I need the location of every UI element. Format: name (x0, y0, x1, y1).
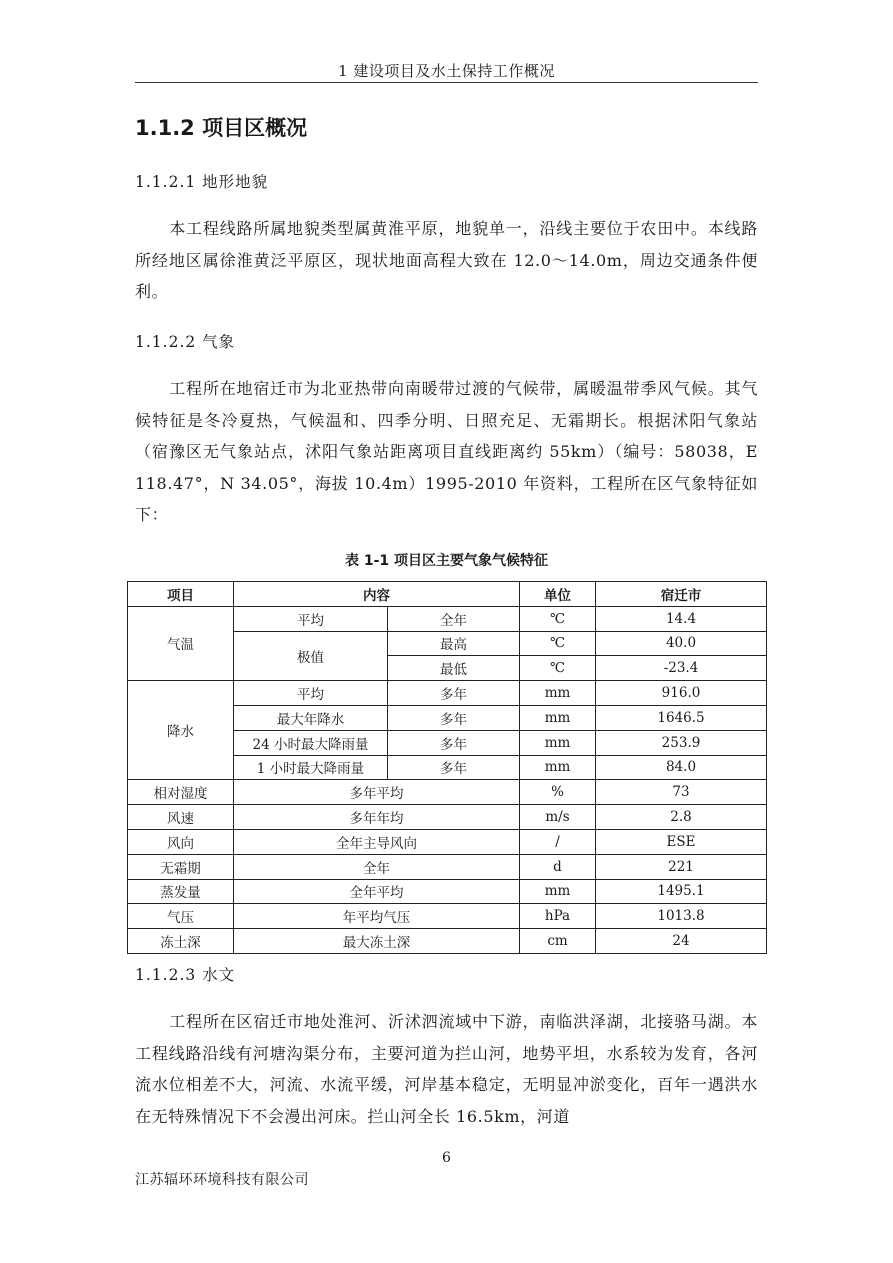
table-row (128, 929, 767, 954)
row-content: 多年平均 (234, 780, 520, 805)
row-unit: d (520, 854, 596, 879)
precip-name: 24 小时最大降雨量 (234, 730, 388, 755)
topography-text: 本工程线路所属地貌类型属黄淮平原，地貌单一，沿线主要位于农田中。本线路所经地区属徐淮黄泛平原区，现状地面高程大致在 12.0～14.0m，周边交通条件便利。 (135, 219, 758, 301)
precip-name: 最大年降水 (234, 705, 388, 730)
climate-table (127, 581, 767, 954)
table-row (128, 681, 767, 706)
precip-value: 253.9 (596, 730, 767, 755)
precip-value: 1646.5 (596, 705, 767, 730)
hydrology-paragraph (135, 1006, 758, 1132)
table-row (128, 829, 767, 854)
meteorology-paragraph (135, 373, 758, 531)
row-value: 1013.8 (596, 904, 767, 929)
precip-period: 多年 (388, 681, 520, 706)
topography-heading: 1.1.2.1 地形地貌 (135, 173, 269, 191)
section-title: 1.1.2 项目区概况 (135, 116, 308, 140)
table-caption: 表 1-1 项目区主要气象气候特征 (344, 553, 549, 569)
row-unit: / (520, 829, 596, 854)
row-value: ESE (596, 829, 767, 854)
meteorology-heading: 1.1.2.2 气象 (135, 333, 236, 351)
row-unit: % (520, 780, 596, 805)
temp-avg-label: 平均 (234, 606, 388, 631)
temp-min-value: -23.4 (596, 656, 767, 681)
row-content: 全年 (234, 854, 520, 879)
row-unit: hPa (520, 904, 596, 929)
precip-unit: mm (520, 681, 596, 706)
precip-period: 多年 (388, 730, 520, 755)
table-row (128, 854, 767, 879)
table-row (128, 805, 767, 830)
table-row (128, 904, 767, 929)
precip-unit: mm (520, 730, 596, 755)
footer-company: 江苏辐环环境科技有限公司 (135, 1172, 309, 1188)
hydrology-heading: 1.1.2.3 水文 (135, 966, 236, 984)
precipitation-label: 降水 (128, 681, 234, 780)
row-value: 1495.1 (596, 879, 767, 904)
row-value: 2.8 (596, 805, 767, 830)
row-content: 最大冻土深 (234, 929, 520, 954)
temp-max-value: 40.0 (596, 631, 767, 656)
header-city: 宿迁市 (596, 582, 767, 607)
row-unit: m/s (520, 805, 596, 830)
table-row (128, 606, 767, 631)
row-item: 风向 (128, 829, 234, 854)
row-value: 221 (596, 854, 767, 879)
row-content: 全年平均 (234, 879, 520, 904)
page-number: 6 (442, 1150, 451, 1166)
row-content: 年平均气压 (234, 904, 520, 929)
temp-min-unit: ℃ (520, 656, 596, 681)
precip-value: 916.0 (596, 681, 767, 706)
temp-max-unit: ℃ (520, 631, 596, 656)
row-item: 无霜期 (128, 854, 234, 879)
row-item: 蒸发量 (128, 879, 234, 904)
topography-paragraph (135, 213, 758, 308)
table-row (128, 879, 767, 904)
row-item: 冻土深 (128, 929, 234, 954)
row-item: 风速 (128, 805, 234, 830)
precip-period: 多年 (388, 755, 520, 780)
row-unit: mm (520, 879, 596, 904)
row-item: 相对湿度 (128, 780, 234, 805)
hydrology-text: 工程所在区宿迁市地处淮河、沂沭泗流域中下游，南临洪泽湖，北接骆马湖。本工程线路沿线有河塘沟渠分布，主要河道为拦山河，地势平坦，水系较为发育，各河流水位相差不大，河流、水流平缓，河岸基本稳定，无明显冲淤变化，百年一遇洪水在无特殊情况下不会漫出河床。拦山河全长 16.5km，河道 (135, 1012, 758, 1126)
temp-max-label: 最高 (388, 631, 520, 656)
precip-unit: mm (520, 755, 596, 780)
precip-unit: mm (520, 705, 596, 730)
precip-name: 1 小时最大降雨量 (234, 755, 388, 780)
table-header-row (128, 582, 767, 607)
precip-value: 84.0 (596, 755, 767, 780)
precip-period: 多年 (388, 705, 520, 730)
header-content: 内容 (234, 582, 520, 607)
meteorology-text: 工程所在地宿迁市为北亚热带向南暖带过渡的气候带，属暖温带季风气候。其气候特征是冬冷夏热，气候温和、四季分明、日照充足、无霜期长。根据沭阳气象站（宿豫区无气象站点，沭阳气象站距离项目直线距离约 55km）（编号：58038，E 118.47°，N 34.05°，海拔 10.4m）1995-2010 年资料，工程所在区气象特征如下： (135, 379, 758, 524)
temperature-label: 气温 (128, 606, 234, 680)
row-content: 多年年均 (234, 805, 520, 830)
row-unit: cm (520, 929, 596, 954)
temp-avg-period: 全年 (388, 606, 520, 631)
temp-avg-unit: ℃ (520, 606, 596, 631)
row-value: 24 (596, 929, 767, 954)
header-divider (135, 82, 758, 83)
temp-avg-value: 14.4 (596, 606, 767, 631)
row-content: 全年主导风向 (234, 829, 520, 854)
header-item: 项目 (128, 582, 234, 607)
row-value: 73 (596, 780, 767, 805)
row-item: 气压 (128, 904, 234, 929)
running-header: 1 建设项目及水土保持工作概况 (338, 62, 555, 80)
temp-min-label: 最低 (388, 656, 520, 681)
table-row (128, 780, 767, 805)
precip-name: 平均 (234, 681, 388, 706)
header-unit: 单位 (520, 582, 596, 607)
temp-extreme-label: 极值 (234, 631, 388, 681)
